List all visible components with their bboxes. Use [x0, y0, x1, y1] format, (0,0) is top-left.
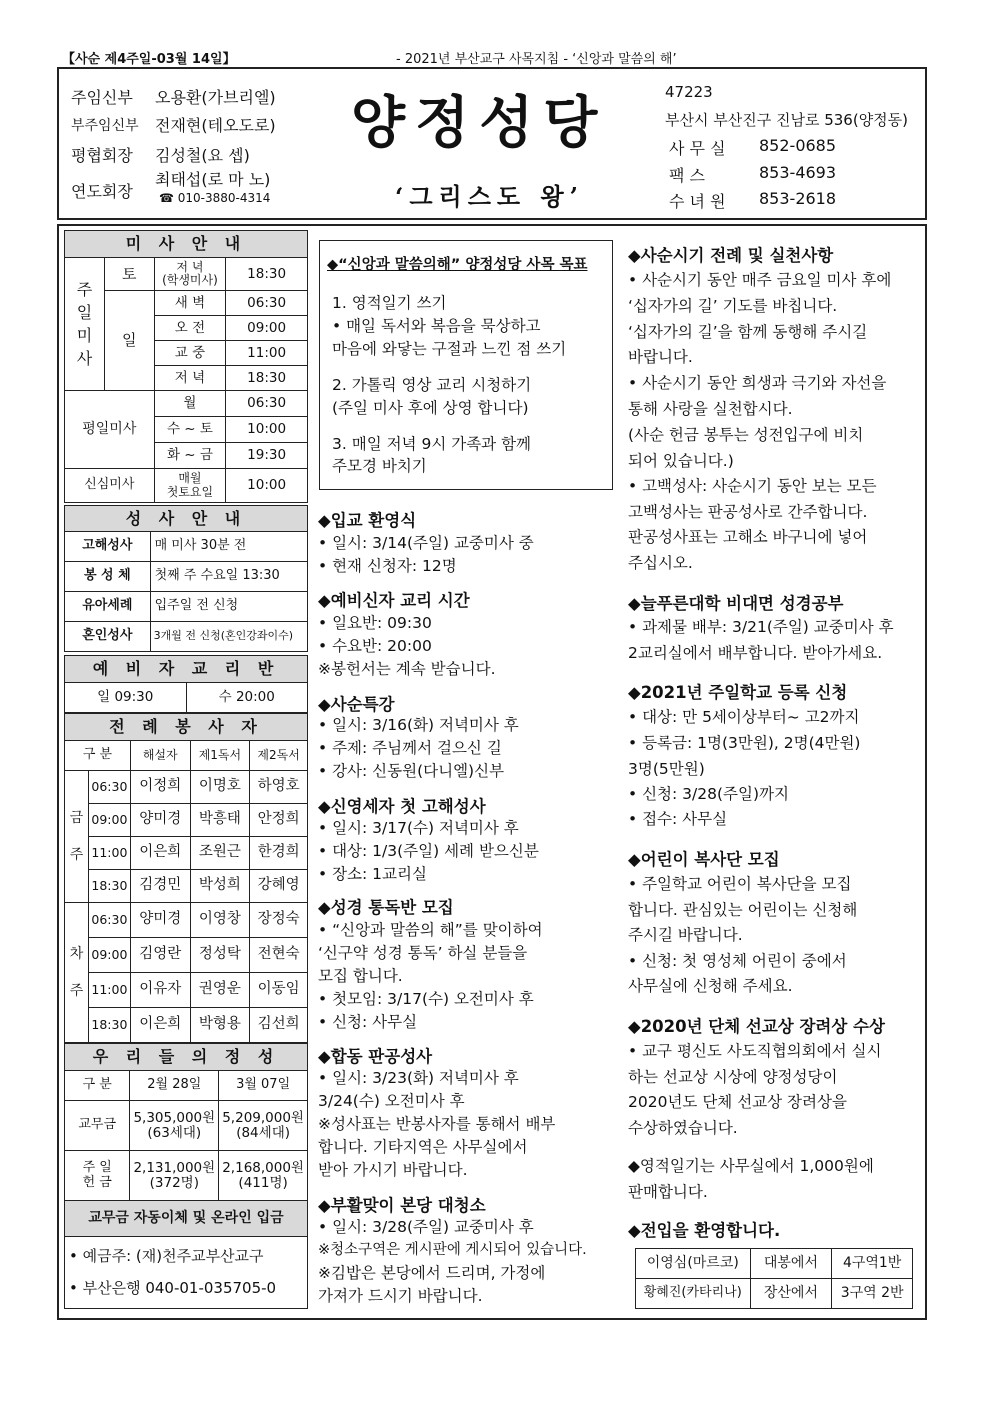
sunday-mass-name: 저 녁: [154, 366, 226, 391]
notice-line: 사무실에 신청해 주세요.: [628, 977, 793, 995]
notice-line: • 대상: 만 5세이상부터~ 고2까지: [628, 708, 860, 726]
minister-name: 이명호: [190, 771, 250, 804]
notice-line: 되어 있습니다.): [628, 452, 734, 470]
saturday-mass-name: 저 녁 (학생미사): [154, 258, 226, 291]
devotion-mass-day: 매월 첫토요일: [154, 469, 226, 503]
mass-table: [64, 230, 308, 503]
notice-line: • 일시: 3/23(화) 저녁미사 후: [318, 1069, 519, 1087]
notice-line: • 일시: 3/28(주일) 교중미사 후: [318, 1218, 534, 1236]
offering-value: 5,305,000원 (63세대): [130, 1101, 219, 1151]
notice-line: • 주제: 주님께서 걸으신 길: [318, 739, 502, 757]
minister-name: 안정희: [250, 804, 308, 837]
sacrament-label: 혼인성사: [65, 622, 151, 652]
notice-line: • 고백성사: 사순시기 동안 보는 모든: [628, 477, 877, 495]
notice-line: ※청소구역은 게시판에 게시되어 있습니다.: [318, 1242, 587, 1258]
ministers-col: 제1독서: [190, 741, 250, 771]
week2-label: 차 주: [65, 903, 89, 1043]
notice-title: ◆사순특강: [318, 695, 395, 714]
minister-name: 양미경: [130, 903, 190, 938]
offering-value: 2,131,000원 (372명): [130, 1151, 219, 1201]
ministers-col: 구 분: [65, 741, 131, 771]
notice-line: 판공성사표는 고해소 바구니에 넣어: [628, 528, 868, 546]
goal-line: • 매일 독서와 복음을 묵상하고: [332, 317, 541, 335]
minister-name: 한경희: [250, 837, 308, 870]
offering-table: [64, 1043, 308, 1309]
catechumen-wednesday: 수 20:00: [186, 683, 308, 713]
notice-line: • 일시: 3/16(화) 저녁미사 후: [318, 716, 519, 734]
notice-title: ◆2021년 주일학교 등록 신청: [628, 683, 848, 702]
sacrament-label: 유아세례: [65, 592, 151, 622]
contact-label-3: 수 녀 원: [669, 192, 726, 211]
minister-name: 김경민: [130, 870, 190, 903]
goal-line: 3. 매일 저녁 9시 가족과 함께: [332, 435, 532, 453]
notice-line: ‘십자가의 길’을 함께 동행해 주시길: [628, 323, 868, 341]
transfer-name: 이영심(마르코): [636, 1249, 751, 1279]
mass-header: 미 사 안 내: [65, 231, 308, 258]
minister-name: 이은희: [130, 1008, 190, 1043]
transfer-from: 대봉에서: [750, 1249, 832, 1279]
minister-name: 전현숙: [250, 938, 308, 973]
notice-line: • 신청: 사무실: [318, 1013, 418, 1031]
notice-line: 받아 가시기 바랍니다.: [318, 1161, 468, 1179]
notice-line: ‘신구약 성경 통독’ 하실 분들을: [318, 944, 528, 962]
weekday-day: 월: [154, 391, 226, 417]
sacrament-table: [64, 505, 308, 652]
notice-title: ◆성경 통독반 모집: [318, 898, 454, 917]
notice-line: 바랍니다.: [628, 348, 693, 366]
contact-value-1: 852-0685: [759, 136, 837, 155]
weekday-day: 화 ~ 금: [154, 443, 226, 469]
weekday-time: 19:30: [226, 443, 308, 469]
minister-name: 양미경: [130, 804, 190, 837]
offering-label: 주 일 헌 금: [65, 1151, 130, 1201]
notice-line: • “신앙과 말씀의 해”를 맞이하여: [318, 921, 543, 939]
notice-line: • 주일학교 어린이 복사단을 모집: [628, 875, 852, 893]
notice-title: ◆예비신자 교리 시간: [318, 591, 470, 610]
notice-title: ◆신영세자 첫 고해성사: [318, 797, 486, 816]
minister-name: 이유자: [130, 973, 190, 1008]
parish-subtitle: ‘그리스도 왕’: [395, 182, 584, 211]
transfer-from: 장산에서: [750, 1279, 832, 1309]
sunday-mass-label: 주 일 미 사: [65, 258, 105, 391]
minister-name: 김영란: [130, 938, 190, 973]
goal-line: 1. 영적일기 쓰기: [332, 294, 447, 312]
notice-line: • 사순시기 동안 매주 금요일 미사 후에: [628, 271, 892, 289]
goals-box: [319, 240, 613, 490]
ministers-table: [64, 713, 308, 1043]
notice-line: 3명(5만원): [628, 760, 705, 778]
sunday-mass-time: 11:00: [226, 341, 308, 366]
notice-line: 2020년도 단체 선교상 장려상을: [628, 1093, 847, 1111]
notice-line: (사순 헌금 봉투는 성전입구에 비치: [628, 426, 864, 444]
autopay-header: 교무금 자동이체 및 온라인 입금: [65, 1201, 308, 1237]
minister-name: 강혜영: [250, 870, 308, 903]
phone-icon: ☎: [159, 191, 174, 205]
minister-name: 권영운: [190, 973, 250, 1008]
minister-name: 이동임: [250, 973, 308, 1008]
offering-col: 3월 07일: [219, 1071, 308, 1101]
minister-name: 하영호: [250, 771, 308, 804]
notice-title: ◆2020년 단체 선교상 장려상 수상: [628, 1017, 885, 1036]
weekday-day: 수 ~ 토: [154, 417, 226, 443]
notice-line: 합니다. 기타지역은 사무실에서: [318, 1138, 528, 1156]
staff-role-3: 평협회장: [71, 146, 133, 165]
notice-line: • 신청: 3/28(주일)까지: [628, 785, 789, 803]
sacrament-value: 첫째 주 수요일 13:30: [150, 562, 307, 592]
ministers-col: 제2독서: [250, 741, 308, 771]
notice-line: • 현재 신청자: 12명: [318, 557, 457, 575]
notice-line: • 일요반: 09:30: [318, 614, 432, 632]
weekday-time: 06:30: [226, 391, 308, 417]
sacrament-value: 입주일 전 신청: [150, 592, 307, 622]
notice-line: • 신청: 첫 영성체 어린이 중에서: [628, 952, 847, 970]
transfer-area: 3구역 2반: [832, 1279, 913, 1309]
issue-date: 【사순 제4주일-03월 14일】: [62, 52, 236, 67]
notice-line: • 첫모임: 3/17(수) 오전미사 후: [318, 990, 534, 1008]
sacrament-label: 고해성사: [65, 532, 151, 562]
notice-title: ◆사순시기 전례 및 실천사항: [628, 246, 834, 265]
staff-phone: 010-3880-4314: [177, 191, 271, 205]
notice-line: ◆영적일기는 사무실에서 1,000원에: [628, 1157, 874, 1175]
postcode: 47223: [665, 83, 713, 101]
devotion-mass-time: 10:00: [226, 469, 308, 503]
notice-title: ◆부활맞이 본당 대청소: [318, 1196, 486, 1215]
notice-title: ◆어린이 복사단 모집: [628, 850, 780, 869]
transfer-name: 황혜진(카타리나): [636, 1279, 751, 1309]
minister-name: 이영창: [190, 903, 250, 938]
notice-line: • 일시: 3/14(주일) 교중미사 중: [318, 534, 534, 552]
offering-label: 교무금: [65, 1101, 130, 1151]
notice-line: ※성사표는 반봉사자를 통해서 배부: [318, 1115, 556, 1133]
staff-name-2: 전재현(테오도로): [155, 116, 276, 135]
notice-title: ◆합동 판공성사: [318, 1047, 433, 1066]
sunday-mass-name: 새 벽: [154, 291, 226, 316]
notice-line: • 교구 평신도 사도직협의회에서 실시: [628, 1042, 882, 1060]
notice-line: 주시길 바랍니다.: [628, 926, 743, 944]
notice-line: ※김밥은 본당에서 드리며, 가정에: [318, 1264, 546, 1282]
notice-line: • 일시: 3/17(수) 저녁미사 후: [318, 819, 519, 837]
minister-time: 09:00: [88, 804, 130, 837]
notice-line: • 장소: 1교리실: [318, 865, 427, 883]
weekday-time: 10:00: [226, 417, 308, 443]
staff-role-2: 부주임신부: [71, 118, 139, 134]
minister-name: 박흥태: [190, 804, 250, 837]
minister-name: 박형용: [190, 1008, 250, 1043]
catechumen-table: [64, 655, 308, 713]
staff-role-1: 주임신부: [71, 88, 133, 107]
minister-name: 김선희: [250, 1008, 308, 1043]
sacrament-value: 3개월 전 신청(혼인강좌이수): [150, 622, 307, 652]
minister-time: 11:00: [88, 973, 130, 1008]
minister-time: 06:30: [88, 771, 130, 804]
notice-line: 합니다. 관심있는 어린이는 신청해: [628, 901, 858, 919]
notice-line: 판매합니다.: [628, 1183, 708, 1201]
minister-time: 09:00: [88, 938, 130, 973]
parish-name: 양정성당: [351, 90, 608, 156]
account-info: • 예금주: (재)천주교부산교구 • 부산은행 040-01-035705-0: [65, 1237, 308, 1309]
contact-label-1: 사 무 실: [669, 139, 726, 158]
contact-value-2: 853-4693: [759, 163, 837, 182]
sacrament-header: 성 사 안 내: [65, 506, 308, 532]
saturday-label: 토: [104, 258, 154, 291]
sunday-mass-time: 18:30: [226, 366, 308, 391]
sacrament-label: 봉 성 체: [65, 562, 151, 592]
transfers-table: [635, 1248, 913, 1309]
minister-name: 이은희: [130, 837, 190, 870]
goals-title: ◆“신앙과 말씀의해” 양정성당 사목 목표: [327, 257, 588, 273]
weekday-mass-label: 평일미사: [65, 391, 155, 469]
ministers-col: 해설자: [130, 741, 190, 771]
offering-value: 5,209,000원 (84세대): [219, 1101, 308, 1151]
staff-role-4: 연도회장: [71, 182, 133, 201]
notice-line: 수상하였습니다.: [628, 1119, 738, 1137]
goal-line: 주모경 바치기: [332, 457, 427, 475]
saturday-mass-time: 18:30: [226, 258, 308, 291]
notice-line: • 등록금: 1명(3만원), 2명(4만원): [628, 734, 861, 752]
contact-value-3: 853-2618: [759, 189, 837, 208]
sunday-mass-name: 오 전: [154, 316, 226, 341]
notice-line: • 사순시기 동안 희생과 극기와 자선을: [628, 374, 887, 392]
minister-name: 조원근: [190, 837, 250, 870]
goal-line: 마음에 와닿는 구절과 느낀 점 쓰기: [332, 340, 567, 358]
ministers-header: 전 례 봉 사 자: [65, 714, 308, 741]
sunday-mass-name: 교 중: [154, 341, 226, 366]
minister-time: 06:30: [88, 903, 130, 938]
notice-line: 가져가 드시기 바랍니다.: [318, 1287, 483, 1305]
sunday-mass-time: 09:00: [226, 316, 308, 341]
minister-time: 18:30: [88, 870, 130, 903]
notice-line: 모집 합니다.: [318, 967, 403, 985]
minister-name: 박성희: [190, 870, 250, 903]
notice-line: • 강사: 신동원(다니엘)신부: [318, 762, 505, 780]
offering-col: 구 분: [65, 1071, 130, 1101]
sacrament-value: 매 미사 30분 전: [150, 532, 307, 562]
catechumen-sunday: 일 09:30: [65, 683, 187, 713]
offering-col: 2월 28일: [130, 1071, 219, 1101]
notice-line: 2교리실에서 배부합니다. 받아가세요.: [628, 644, 883, 662]
offering-header: 우 리 들 의 정 성: [65, 1044, 308, 1071]
notice-title: ◆입교 환영식: [318, 511, 417, 530]
staff-name-3: 김성철(요 셉): [155, 146, 250, 165]
minister-time: 18:30: [88, 1008, 130, 1043]
notice-line: 통해 사랑을 실천합시다.: [628, 400, 793, 418]
week1-label: 금 주: [65, 771, 89, 903]
staff-name-4: 최태섭(로 마 노): [155, 170, 271, 189]
offering-value: 2,168,000원 (411명): [219, 1151, 308, 1201]
notice-line: • 수요반: 20:00: [318, 637, 432, 655]
notice-line: 하는 선교상 시상에 양정성당이: [628, 1068, 838, 1086]
notice-line: • 접수: 사무실: [628, 810, 728, 828]
notice-title: ◆전입을 환영합니다.: [628, 1221, 781, 1240]
sunday-mass-time: 06:30: [226, 291, 308, 316]
notice-line: ※봉헌서는 계속 받습니다.: [318, 660, 496, 678]
notice-line: 3/24(수) 오전미사 후: [318, 1092, 465, 1110]
staff-name-1: 오용환(가브리엘): [155, 88, 276, 107]
notice-title: ◆늘푸른대학 비대면 성경공부: [628, 594, 844, 613]
goal-line: 2. 가톨릭 영상 교리 시청하기: [332, 376, 532, 394]
notice-line: • 대상: 1/3(주일) 세례 받으신분: [318, 842, 539, 860]
address: 부산시 부산진구 진남로 536(양정동): [665, 111, 909, 129]
minister-name: 장정숙: [250, 903, 308, 938]
minister-name: 이정희: [130, 771, 190, 804]
notice-line: 주십시오.: [628, 554, 693, 572]
devotion-mass-label: 신심미사: [65, 469, 155, 503]
minister-time: 11:00: [88, 837, 130, 870]
contact-label-2: 팩 스: [669, 166, 705, 185]
notice-line: 고백성사는 판공성사로 간주합니다.: [628, 503, 868, 521]
minister-name: 정성탁: [190, 938, 250, 973]
notice-line: ‘십자가의 길’ 기도를 바칩니다.: [628, 297, 838, 315]
goal-line: (주일 미사 후에 상영 합니다): [332, 399, 529, 417]
diocese-motto: - 2021년 부산교구 사목지침 - ‘신앙과 말씀의 해’: [396, 52, 677, 67]
masthead: [57, 67, 927, 220]
notice-line: • 과제물 배부: 3/21(주일) 교중미사 후: [628, 618, 894, 636]
catechumen-header: 예 비 자 교 리 반: [65, 656, 308, 683]
transfer-area: 4구역1반: [832, 1249, 913, 1279]
sunday-label: 일: [104, 291, 154, 391]
